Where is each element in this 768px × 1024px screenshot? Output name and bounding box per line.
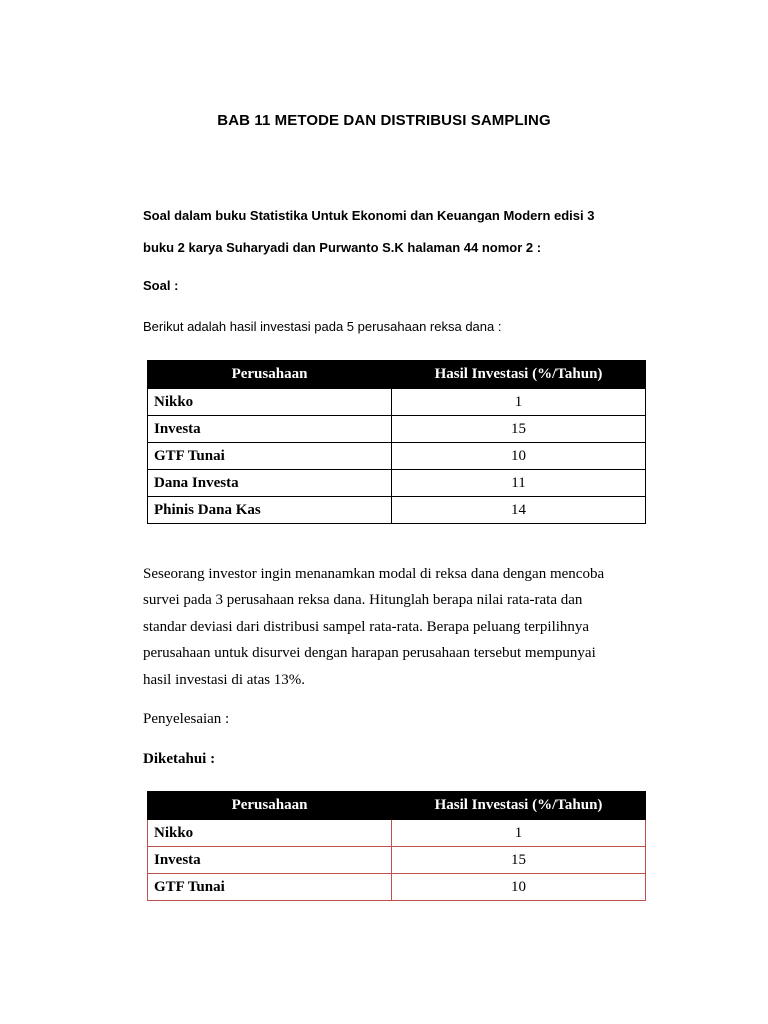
return-cell: 15 — [392, 416, 646, 443]
known-label: Diketahui : — [143, 751, 216, 767]
company-cell: GTF Tunai — [148, 874, 392, 901]
document-title: BAB 11 METODE DAN DISTRIBUSI SAMPLING — [217, 112, 551, 129]
company-cell: Phinis Dana Kas — [148, 497, 392, 524]
return-cell: 10 — [392, 874, 646, 901]
header-return: Hasil Investasi (%/Tahun) — [392, 792, 646, 820]
soal-label: Soal : — [143, 278, 179, 293]
question-line-3: standar deviasi dari distribusi sampel rata-rata. Berapa peluang terpilihnya — [143, 619, 590, 635]
return-cell: 14 — [392, 497, 646, 524]
company-cell: Dana Investa — [148, 470, 392, 497]
company-cell: Investa — [148, 847, 392, 874]
company-cell: Nikko — [148, 820, 392, 847]
return-cell: 1 — [392, 389, 646, 416]
company-cell: GTF Tunai — [148, 443, 392, 470]
header-return: Hasil Investasi (%/Tahun) — [392, 361, 646, 389]
company-cell: Investa — [148, 416, 392, 443]
header-company: Perusahaan — [148, 792, 392, 820]
intro-line-1: Soal dalam buku Statistika Untuk Ekonomi dan Keuangan Modern edisi 3 — [143, 208, 595, 223]
return-cell: 11 — [392, 470, 646, 497]
table-row — [148, 874, 646, 901]
table-row — [148, 820, 646, 847]
return-cell: 1 — [392, 820, 646, 847]
table-header-row — [148, 361, 646, 389]
table-header-row — [148, 792, 646, 820]
question-line-4: perusahaan untuk disurvei dengan harapan perusahaan tersebut mempunyai — [143, 645, 596, 661]
question-line-5: hasil investasi di atas 13%. — [143, 672, 306, 688]
table-row — [148, 389, 646, 416]
table-row — [148, 497, 646, 524]
known-table — [147, 791, 646, 901]
solution-label: Penyelesaian : — [143, 711, 230, 727]
table-row — [148, 416, 646, 443]
table-row — [148, 443, 646, 470]
investment-table — [147, 360, 646, 524]
company-cell: Nikko — [148, 389, 392, 416]
intro-line-2: buku 2 karya Suharyadi dan Purwanto S.K halaman 44 nomor 2 : — [143, 240, 542, 255]
return-cell: 15 — [392, 847, 646, 874]
return-cell: 10 — [392, 443, 646, 470]
table-intro: Berikut adalah hasil investasi pada 5 perusahaan reksa dana : — [143, 319, 502, 334]
table-row — [148, 847, 646, 874]
header-company: Perusahaan — [148, 361, 392, 389]
table-row — [148, 470, 646, 497]
question-line-2: survei pada 3 perusahaan reksa dana. Hitunglah berapa nilai rata-rata dan — [143, 592, 583, 608]
question-line-1: Seseorang investor ingin menanamkan modal di reksa dana dengan mencoba — [143, 566, 605, 582]
